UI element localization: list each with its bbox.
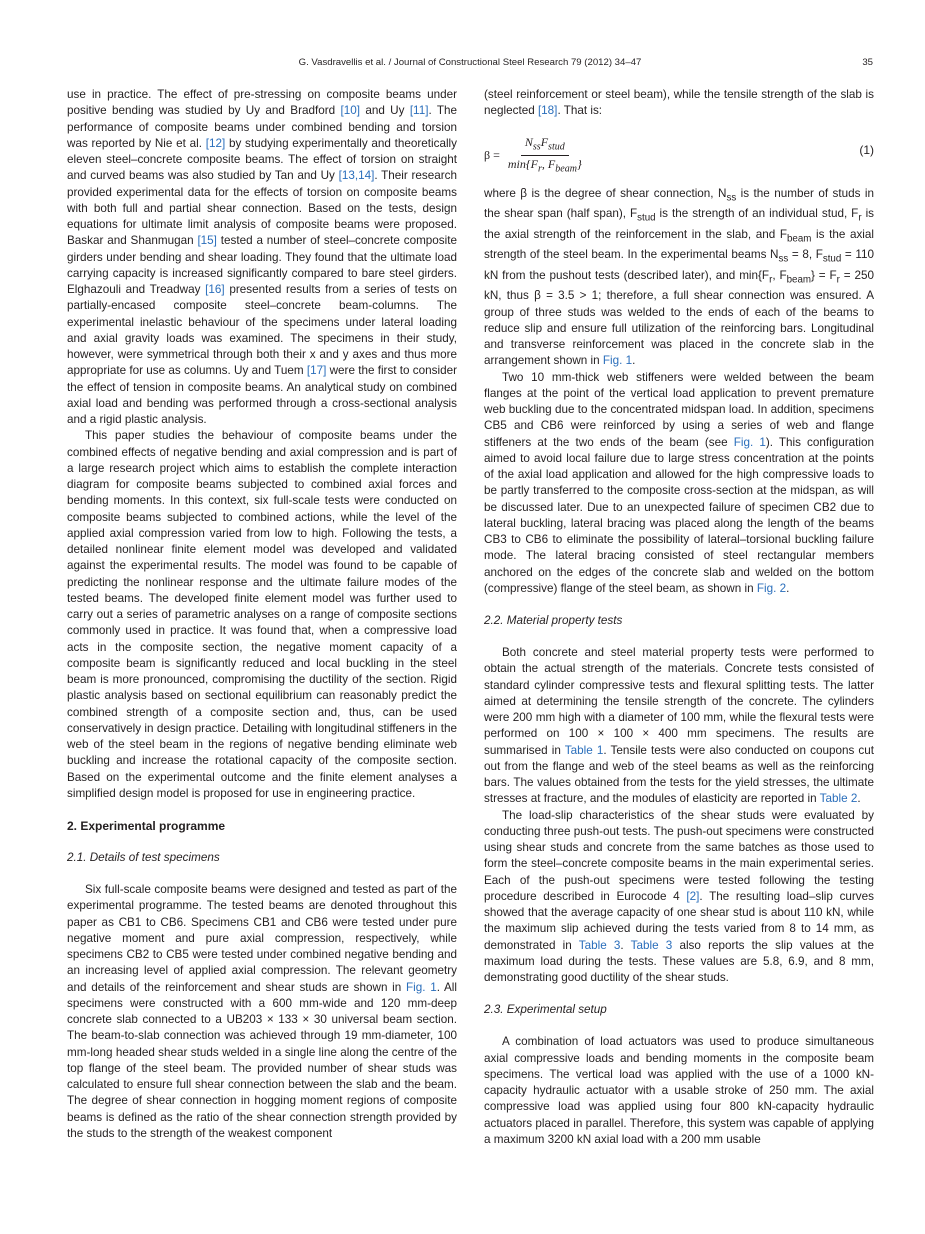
subscript: r xyxy=(769,274,773,286)
subsection-heading: 2.2. Material property tests xyxy=(484,614,623,628)
text-run: also reports the slip values at the maximum load during the tests. These values are 5.8, 6.9, and 8 mm, demonstrating good ductility of the shear studs. xyxy=(484,938,875,985)
reference-link[interactable]: [16] xyxy=(205,283,225,296)
reference-link[interactable]: Table 3 xyxy=(578,938,621,952)
subscript: r xyxy=(858,212,862,224)
reference-link[interactable]: Fig. 1 xyxy=(602,354,633,368)
reference-link[interactable]: Table 3 xyxy=(630,938,673,952)
equation-fraction xyxy=(504,134,586,178)
paragraph xyxy=(67,882,457,1142)
reference-link[interactable]: [10] xyxy=(340,104,360,118)
equation-1 xyxy=(484,128,874,176)
text-run: is the axial strength of the steel beam. In the experimental beams N xyxy=(484,227,875,262)
paragraph: A combination of load actuators was used to produce simultaneous axial compressive loads and bending moments in the composite beam specimens. The vertical load was applied with the use of a 1000 kN-capacity hydraulic actuator with a usable stroke of 250 mm. The axial compressive load was applied using four 800 kN-capacity hydraulic actuators placed in parallel. Therefore, this system was capable of applying a maximum 3200 kN axial load with a 200 mm usable xyxy=(484,1035,874,1146)
paragraph xyxy=(484,645,874,808)
paragraph xyxy=(484,186,874,370)
text-run: is the strength of an individual stud, F xyxy=(655,207,859,221)
text-run: . xyxy=(620,938,631,952)
text-run: . Tensile tests were also conducted on coupons cut out from the flange and web of the steel beams as well as the reinforcing bars. The values obtained from the tests for the yield stresses, the ultimate stresses at fracture, and the modules of elasticity are reported in xyxy=(484,743,875,806)
text-run: The load-slip characteristics of the shear studs were evaluated by conducting three push-out tests. The push-out specimens were constructed using shear studs and concrete from the same batches as those used to form the steel–concrete composite beams in the main experimental series. Each of the push-out specimens were tested following the testing procedure described in Eurocode 4 xyxy=(484,808,874,903)
running-header xyxy=(67,57,873,71)
paragraph xyxy=(484,370,874,598)
paragraph: This paper studies the behaviour of composite beams under the combined effects of negative bending and axial compression and is part of a large research project which aims to establish the complete interaction diagram for composite beams subjected to combined axial forces and bending moments. In this context, six full-scale tests were conducted on composite beams subjected to combined actions, while the level of the applied axial compression varied from low to high. Following the tests, a detailed nonlinear finite element model was developed and validated against the experimental results. The model was found to be capable of predicting the nonlinear response and the ultimate failure modes of the tested beams. The developed finite element model was further used to carry out a series of parametric analyses on a range of composite sections commonly used in practice. It was found that, when a compressive load acts in the composite section, the negative moment capacity of a composite beam is significantly reduced and local buckling in the steel beam is more pronounced, compromising the ductility of the section. Rigid plastic analysis based on sectional equilibrium can reasonably predict the combined strength of a composite section and, thus, can be used conservatively in design practice. Detailing with longitudinal stiffeners in the web of the steel beam in the regions of negative bending eliminate web buckling and increase the rotational capacity of the composite section. Based on the experimental outcome and the finite element analyses a simplified design model is proposed for use in engineering practice. xyxy=(67,429,457,800)
subscript: ss xyxy=(778,253,789,265)
reference-link[interactable]: Table 2 xyxy=(819,792,858,806)
subsection-heading: 2.3. Experimental setup xyxy=(484,1003,607,1017)
reference-link[interactable]: [17] xyxy=(306,364,327,378)
text-run: ). This configuration aimed to avoid local failure due to large stress concentration at the points of the axial load application and allowed for the high compressive loads to be partly transferred to the composite cross-section at the midspan, as will be discussed later. Due to an unexpected failure of specimen CB2 due to lateral buckling, lateral bracing was placed along the length of the beams CB3 to CB6 to eliminate the possibility of lateral–torsional buckling failure mode. The lateral bracing consisted of steel rectangular members anchored on the edges of the concrete slab and welded on the bottom (compressive) flange of the steel beam, as shown in xyxy=(484,435,874,595)
reference-link[interactable]: [11] xyxy=(409,104,429,118)
text-run: were the first to consider the effect of tension in composite beams. An analytical study on combined axial load and bending was performed through a cross-sectional analysis and a rigid plastic analysis. xyxy=(67,364,457,426)
reference-link[interactable]: Fig. 2 xyxy=(756,581,787,595)
subscript: stud xyxy=(822,253,842,265)
paragraph xyxy=(484,808,874,987)
text-run: Two 10 mm-thick web stiffeners were welded between the beam flanges at the point of the vertical load application to prevent premature web buckling due to the concentrated midspan load. In addition, specimens CB5 and CB6 were reinforced by using a series of web and flange stiffeners at the two ends of the beam (see xyxy=(484,370,874,449)
left-column xyxy=(67,87,457,1142)
text-run: tested a number of steel–concrete composite girders under bending and shear loading. They found that the ultimate load carrying capacity is increased significantly compared to bare steel girders. Elghazouli and Treadway xyxy=(67,234,457,296)
paragraph xyxy=(484,87,874,120)
text-run: where β is the degree of shear connection, N xyxy=(484,186,727,200)
subscript: beam xyxy=(786,274,811,286)
text-run: and Uy xyxy=(359,104,410,118)
text-run: = 8, F xyxy=(788,248,823,262)
text-run: is the number of studs in the shear span (half span), F xyxy=(484,186,874,221)
text-run: = 250 kN, thus β = 3.5 > 1; therefore, a full shear connection was ensured. A group of three studs was welded to the ends of each of the beams to reduce slip and ensure full utilization of the reinforcing bars. Longitudinal and transverse reinforcement was placed in the concrete slab in the arrangement shown in xyxy=(484,268,874,368)
reference-link[interactable]: [13,14] xyxy=(338,169,375,183)
text-run: by studying experimentally and theoretically eleven steel–concrete composite beams. The effect of torsion on straight and curved beams was also studied by Tan and Uy xyxy=(67,136,457,183)
text-run: . All specimens were constructed with a 600 mm-wide and 120 mm-deep concrete slab connected to a UB203 × 133 × 30 universal beam section. The beam-to-slab connection was achieved through 19 mm-diameter, 100 mm-long headed shear studs welded in a single line along the centre of the top flange of the steel beam. The provided number of shear studs was calculated to ensure full shear connection between the slab and the beam. The degree of shear connection in hogging moment regions of composite beams is defined as the ratio of the shear connection strength provided by the studs to the strength of the weakest component xyxy=(67,980,458,1140)
section-heading: 2. Experimental programme xyxy=(67,819,226,833)
page-number: 35 xyxy=(862,57,873,68)
text-run: . xyxy=(857,792,861,806)
text-run: Both concrete and steel material property tests were performed to obtain the actual strength of the materials. Concrete tests consisted of standard cylinder compressive tests and flexural splitting tests. The latter aimed at determining the tensile strength of the concrete. The cylinders were 200 mm high with a diameter of 100 mm, while the flexural tests were performed on 100 × 100 × 400 mm specimens. The results are summarised in xyxy=(484,646,874,757)
equation-denominator: $\min\{F_r$, $F_{beam}$} xyxy=(507,156,582,175)
text-run: = 110 kN from the pushout tests (described later), and min{F xyxy=(484,248,874,282)
equation-number: (1) xyxy=(859,142,874,157)
reference-link[interactable]: [12] xyxy=(205,136,226,150)
subsection-heading: 2.1. Details of test specimens xyxy=(67,851,220,864)
reference-link[interactable]: [2] xyxy=(686,889,700,903)
text-run: . That is: xyxy=(557,104,603,118)
text-run: , F xyxy=(772,268,787,282)
text-run: Six full-scale composite beams were designed and tested as part of the experimental programme. The tested beams are denoted throughout this paper as CB1 to CB6. Specimens CB1 and CB6 were tested under pure negative moment and pure axial compression, respectively, while specimens CB2 to CB5 were tested under combined negative bending and an increasing level of applied axial compression. The relevant geometry and details of the reinforcement and shear studs are shown in xyxy=(67,883,457,994)
paragraph xyxy=(67,87,457,428)
text-run: presented results from a series of tests on partially-encased composite steel–concrete beam-columns. The experimental inelastic behaviour of the specimens under lateral loading and axial gravity loads was examined. The specimens in their study, however, were symmetrical through both their x and y axes and thus more appropriate for use as columns. Uy and Tuem xyxy=(67,283,457,378)
reference-link[interactable]: Fig. 1 xyxy=(733,435,766,449)
text-run: . The resulting load–slip curves showed that the average capacity of one shear stud is about 110 kN, while the maximum slip achieved during the tests varied from 8 to 14 mm, as demonstrated in xyxy=(484,889,874,952)
subscript: r xyxy=(836,274,840,286)
subscript: ss xyxy=(726,191,737,203)
text-run: is the axial strength of the reinforcement in the slab, and F xyxy=(484,207,875,241)
equation-numerator: $N_{ss}F_{stud}$ xyxy=(521,134,569,156)
reference-link[interactable]: Table 1 xyxy=(564,743,604,757)
equation-lhs: β = xyxy=(484,148,500,163)
reference-link[interactable]: Fig. 1 xyxy=(406,980,437,994)
text-run: . Their research provided experimental data for the effects of torsion on composite beams with both full and partial shear connection. Based on the tests, design equations for ultimate limit analysis of composite beams were proposed. Baskar and Shanmugan xyxy=(67,169,457,248)
reference-link[interactable]: [15] xyxy=(197,234,217,248)
text-run: . xyxy=(632,354,636,368)
right-column xyxy=(484,87,874,1148)
text-run: . The performance of composite beams under combined bending and torsion was reported by Nie et al. xyxy=(67,104,457,150)
subscript: stud xyxy=(637,212,656,224)
text-run: } = F xyxy=(811,268,837,282)
reference-link[interactable]: [18] xyxy=(537,104,558,118)
text-run: (steel reinforcement or steel beam), while the tensile strength of the slab is neglected xyxy=(484,88,874,118)
journal-citation: G. Vasdravellis et al. / Journal of Constructional Steel Research 79 (2012) 34–47 xyxy=(298,57,642,68)
text-run: use in practice. The effect of pre-stressing on composite beams under positive bending was studied by Uy and Bradford xyxy=(67,88,457,118)
subscript: beam xyxy=(786,232,812,244)
text-run: . xyxy=(786,581,790,595)
